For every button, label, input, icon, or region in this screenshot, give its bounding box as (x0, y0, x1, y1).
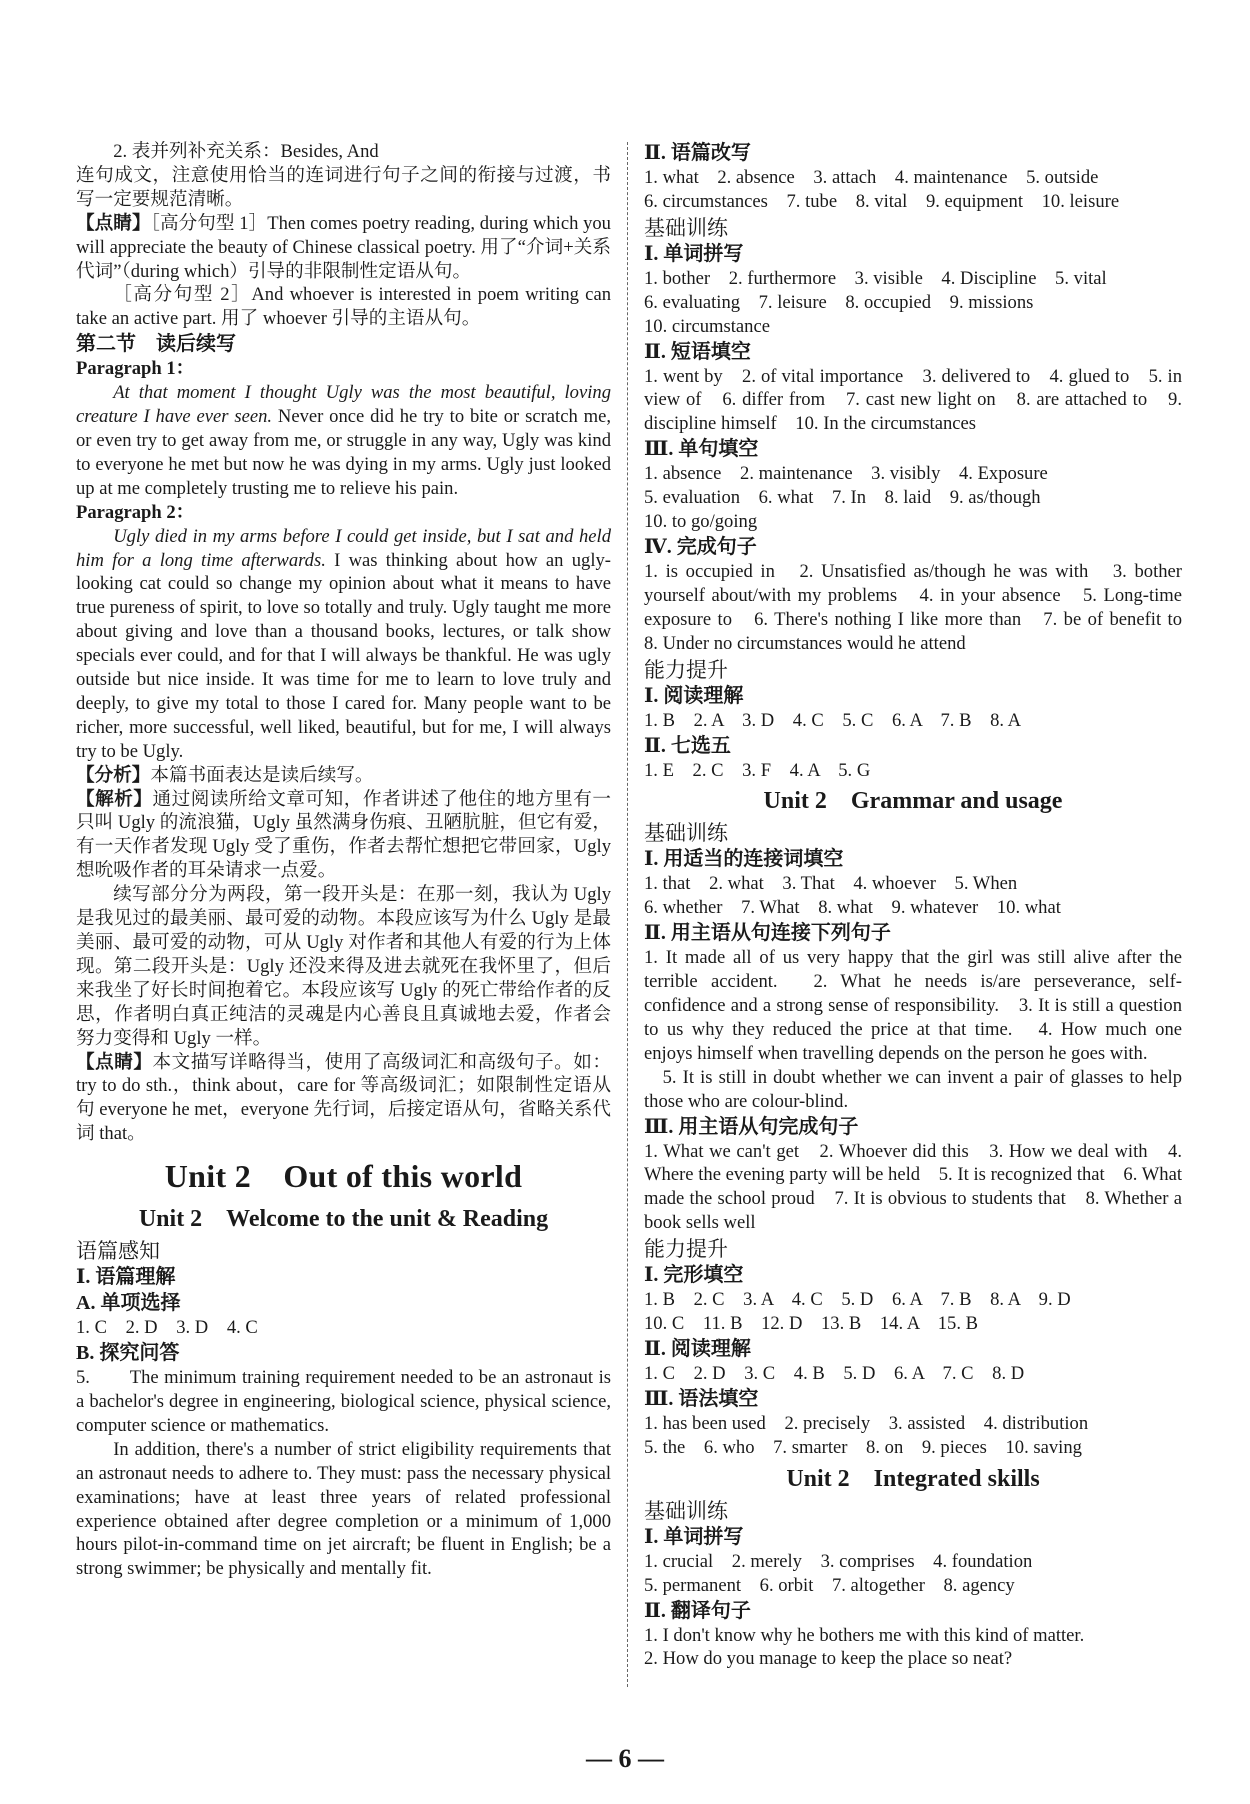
n2-i-line-2: 10. C 11. B 12. D 13. B 14. A 15. B (644, 1313, 979, 1335)
j3-i-heading: Ⅰ. 单词拼写 (644, 1525, 744, 1548)
a-answers: 1. C 2. D 3. D 4. C (76, 1317, 258, 1339)
paragraph-2-opening: Ugly died in my arms before I could get inside, but I sat and held him for a long time afterwards. (76, 525, 611, 571)
b5-p2: In addition, there's a number of strict eligibility requirements that an astronaut needs to adhere to. They must: pass the necessary physical examinations; have at least three years of related professional experience obtained after degree completion or a minimum of 1,000 hours pilot-in-command time on jet aircraft; be fluent in English; be a strong swimmer; be physically and mentally fit. (76, 1438, 611, 1580)
j1-ii-heading: Ⅱ. 短语填空 (644, 340, 751, 363)
unit-title: Unit 2 Out of this world (164, 1158, 523, 1195)
unit-subtitle: Unit 2 Welcome to the unit & Reading (138, 1206, 549, 1233)
jiexi (76, 788, 611, 884)
s1-heading: Ⅱ. 语篇改写 (644, 142, 751, 164)
s1-line-1: 1. what 2. absence 3. attach 4. maintenance 5. outside (644, 167, 1099, 188)
j1-i-heading: Ⅰ. 单词拼写 (644, 242, 744, 265)
n1-ii-heading: Ⅱ. 七选五 (644, 734, 731, 757)
yupian-i: Ⅰ. 语篇理解 (76, 1266, 176, 1289)
j2-iii-text: 1. What we can't get 2. Whoever did this 3. How we deal with 4. Where the evening party will be held 5. It is recognized that 6. What made the school proud 7. It is obvious to students that 8. Whether a book sells well (644, 1140, 1182, 1234)
n2-ii-heading: Ⅱ. 阅读理解 (644, 1338, 751, 1360)
j1-iii-heading: Ⅲ. 单句填空 (644, 438, 759, 461)
paragraph-2-body: I was thinking about how an ugly-looking cat could so change my opinion about what it means to have true pureness of spirit, to love so totally and truly. Ugly taught me more about giving and love than a thousand books, lectures, or talk show specials ever could, and for that I will always be thankful. He was ugly outside but nice inside. It was time for me to learn to love truly and deeply, to give my total to those I cared for. Many people want to be richer, more successful, well liked, beautiful, but for me, I will always try to be Ugly. (76, 549, 611, 762)
j2-ii-text-2: 5. It is still in doubt whether we can invent a pair of glasses to help those who are colour-blind. (644, 1066, 1182, 1112)
n1-i-heading: Ⅰ. 阅读理解 (644, 684, 744, 707)
fenxi-text: 本篇书面表达是读后续写。 (150, 764, 374, 786)
fenxi-label: 【分析】 (76, 764, 151, 786)
n1-i-line: 1. B 2. A 3. D 4. C 5. C 6. A 7. B 8. A (644, 709, 1022, 731)
n2-i-heading: Ⅰ. 完形填空 (644, 1264, 744, 1287)
paragraph-1-opening: At that moment I thought Ugly was the most beautiful, loving creature I have ever seen. (76, 382, 611, 428)
j3-i-line-2: 5. permanent 6. orbit 7. altogether 8. agency (644, 1574, 1015, 1596)
j1-iii-line-3: 10. to go/going (644, 511, 758, 533)
section-2-title: 第二节 读后续写 (76, 333, 236, 356)
yupian-heading: 语篇感知 (76, 1239, 160, 1264)
jichu-1-heading: 基础训练 (644, 215, 728, 240)
j2-i-heading: Ⅰ. 用适当的连接词填空 (644, 848, 844, 871)
dianjing-1 (76, 212, 611, 284)
j1-i-line-1: 1. bother 2. furthermore 3. visible 4. Discipline 5. vital (644, 267, 1107, 289)
dianjing-2 (76, 1051, 611, 1147)
j2-i-line-2: 6. whether 7. What 8. what 9. whatever 10. what (644, 897, 1061, 919)
j1-i-line-3: 10. circumstance (644, 315, 770, 337)
unit-integrated-title: Unit 2 Integrated skills (786, 1465, 1040, 1492)
j2-ii-heading: Ⅱ. 用主语从句连接下列句子 (644, 922, 891, 945)
s1-line-2: 6. circumstances 7. tube 8. vital 9. equipment 10. leisure (644, 190, 1120, 212)
top-line-1: 2. 表并列补充关系：Besides, And (113, 141, 379, 162)
jiexi-text: 通过阅读所给文章可知，作者讲述了他住的地方里有一只叫 Ugly 的流浪猫，Ugly 虽然满身伤痕、丑陋肮脏，但它有爱，有一天作者发现 Ugly 受了重伤，作者去帮忙想把它带回家，Ugly 想吮吸作者的耳朵请求一点爱。 (76, 788, 611, 882)
n2-iii-heading: Ⅲ. 语法填空 (644, 1387, 759, 1410)
paragraph-1-body: Never once did he try to bite or scratch me, or even try to get away from me, or struggle in any way, Ugly was kind to everyone he met but now he was dying in my arms. Ugly just looked up at me completely trusting me to relieve his pain. (76, 406, 611, 499)
n2-i-line-1: 1. B 2. C 3. A 4. C 5. D 6. A 7. B 8. A 9. D (644, 1289, 1071, 1311)
a-label: A. 单项选择 (76, 1292, 181, 1315)
j3-ii-line-1: 1. I don't know why he bothers me with this kind of matter. (644, 1624, 1085, 1646)
j1-ii-text: 1. went by 2. of vital importance 3. delivered to 4. glued to 5. in view of 6. differ from 7. cast new light on 8. are attached to 9. discipline himself 10. In the circumstances (644, 365, 1182, 435)
right-column (644, 140, 1201, 1671)
b5-p1: 5. The minimum training requirement needed to be an astronaut is a bachelor's degree in engineering, biological science, physical science, computer science or mathematics. (76, 1367, 611, 1436)
j1-iv-text: 1. is occupied in 2. Unsatisfied as/though he was with 3. bother yourself about/with my problems 4. in your absence 5. Long-time exposure to 6. There's nothing I like more than 7. be of benefit to 8. Under no circumstances would he attend (644, 560, 1201, 654)
j3-ii-line-2: 2. How do you manage to keep the place so neat? (644, 1648, 1013, 1670)
n2-iii-line-2: 5. the 6. who 7. smarter 8. on 9. pieces 10. saving (644, 1436, 1082, 1458)
j2-iii-heading: Ⅲ. 用主语从句完成句子 (644, 1115, 859, 1138)
jichu-3-heading: 基础训练 (644, 1498, 728, 1523)
j1-i-line-2: 6. evaluating 7. leisure 8. occupied 9. missions (644, 291, 1034, 313)
n1-ii-line: 1. E 2. C 3. F 4. A 5. G (644, 759, 871, 781)
column-divider (627, 142, 628, 1687)
dianjing-2-text: 本文描写详略得当，使用了高级词汇和高级句子。如：try to do sth.，think about，care for 等高级词汇；如限制性定语从句 everyone he met，everyone 先行词，后接定语从句，省略关系代词 that。 (76, 1051, 611, 1145)
dianjing-label: 【点睛】 (76, 212, 151, 234)
j2-i-line-1: 1. that 2. what 3. That 4. whoever 5. When (644, 873, 1018, 895)
dianjing-text: ［高分句型 1］Then comes poetry reading, during which you will appreciate the beauty of Chinese classical poetry. 用了“介词+关系代词”（during which）引导的非限制性定语从句。 (76, 212, 611, 282)
dianjing-1-p2: ［高分句型 2］And whoever is interested in poem writing can take an active part. 用了 whoever 引导的主语从句。 (76, 284, 611, 330)
page-number: — 6 — (586, 1744, 664, 1773)
nengli-2-heading: 能力提升 (644, 1237, 728, 1262)
b-label: B. 探究问答 (76, 1342, 180, 1365)
left-column (76, 140, 611, 1581)
paragraph-2-label: Paragraph 2： (76, 501, 195, 523)
paragraph-1 (76, 381, 611, 501)
top-line-2: 连句成文，注意使用恰当的连词进行句子之间的衔接与过渡，书写一定要规范清晰。 (76, 164, 611, 210)
paragraph-2 (76, 525, 611, 764)
jiexi-label: 【解析】 (76, 788, 153, 810)
j1-iv-heading: Ⅳ. 完成句子 (644, 535, 757, 558)
unit-grammar-title: Unit 2 Grammar and usage (763, 788, 1063, 815)
jiexi-p2: 续写部分分为两段，第一段开头是：在那一刻，我认为 Ugly 是我见过的最美丽、最可爱的动物。本段应该写为什么 Ugly 是最美丽、最可爱的动物，可从 Ugly 对作者和其他人有爱的行为上体现。第二段开头是：Ugly 还没来得及进去就死在我怀里了，但后来我坐了好长时间抱着它。本段应该写 Ugly 的死亡带给作者的反思，作者明白真正纯洁的灵魂是内心善良且真诚地去爱，作者会努力变得和 Ugly 一样。 (76, 884, 611, 1049)
dianjing-2-label: 【点睛】 (76, 1051, 153, 1073)
n2-ii-line: 1. C 2. D 3. C 4. B 5. D 6. A 7. C 8. D (644, 1363, 1025, 1384)
jichu-2-heading: 基础训练 (644, 821, 728, 846)
n2-iii-line-1: 1. has been used 2. precisely 3. assisted 4. distribution (644, 1412, 1089, 1434)
nengli-1-heading: 能力提升 (644, 657, 728, 682)
j3-i-line-1: 1. crucial 2. merely 3. comprises 4. foundation (644, 1550, 1033, 1572)
paragraph-1-label: Paragraph 1： (76, 358, 195, 380)
j3-ii-heading: Ⅱ. 翻译句子 (644, 1599, 751, 1622)
j2-ii-text: 1. It made all of us very happy that the girl was still alive after the terrible accident. 2. What he needs is/are perseverance, self-confidence and a strong sense of responsibility. 3. It is still a question to us why they reduced the price at that time. 4. How much one enjoys himself when travelling depends on the person he goes with. (644, 947, 1182, 1064)
j1-iii-line-2: 5. evaluation 6. what 7. In 8. laid 9. as/though (644, 487, 1041, 509)
fenxi (76, 764, 611, 788)
j1-iii-line-1: 1. absence 2. maintenance 3. visibly 4. Exposure (644, 463, 1048, 485)
